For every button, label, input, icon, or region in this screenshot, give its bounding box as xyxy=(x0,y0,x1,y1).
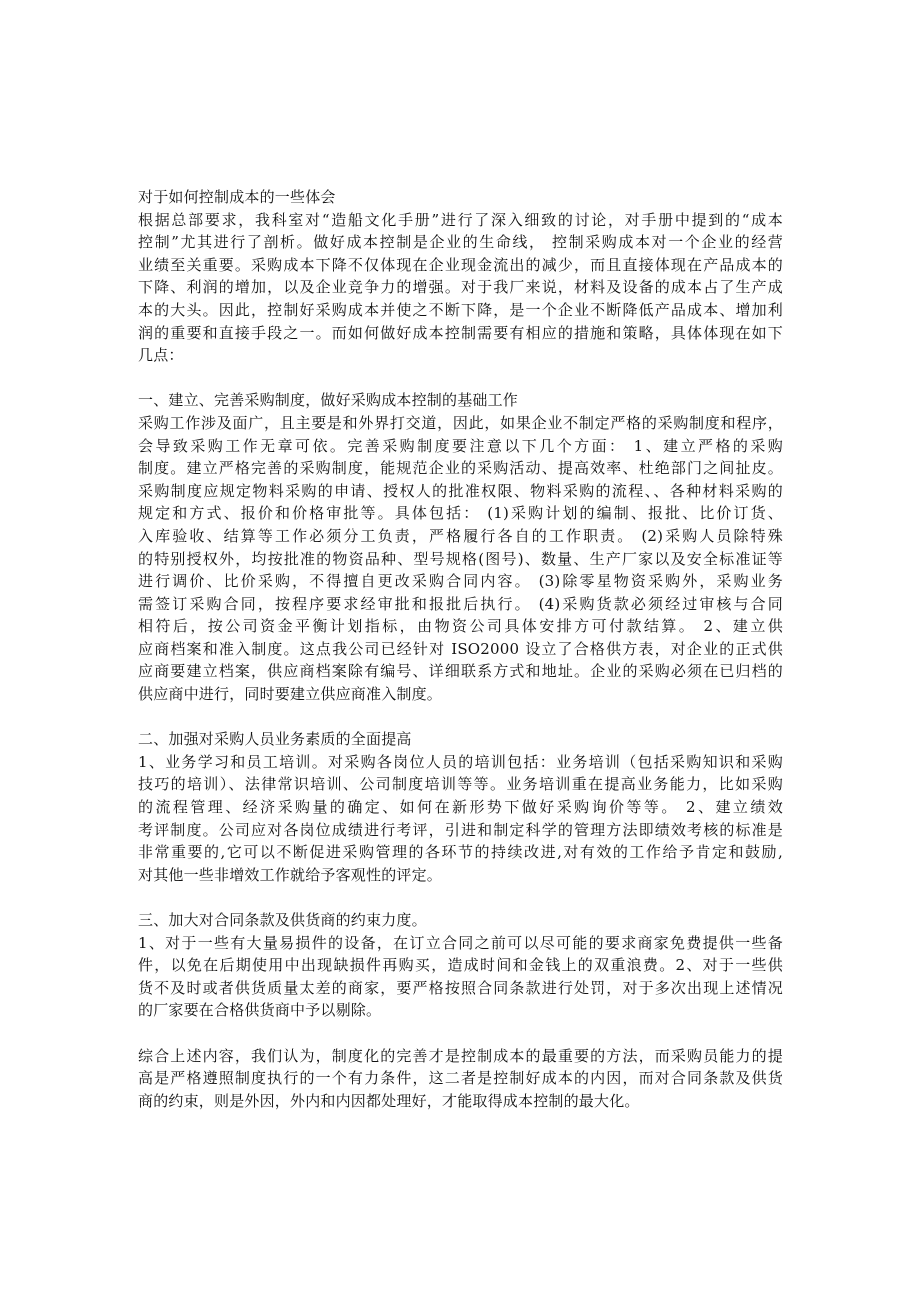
text-line: 的特别授权外，均按批准的物资品种、型号规格(图号)、数量、生产厂家以及安全标准证等 xyxy=(138,549,783,568)
section-heading: 二、加强对采购人员业务素质的全面提高 xyxy=(138,730,412,749)
text-line: 1、对于一些有大量易损件的设备，在订立合同之前可以尽可能的要求商家免费提供一些备 xyxy=(138,933,783,952)
section-heading: 一、建立、完善采购制度，做好采购成本控制的基础工作 xyxy=(138,391,519,410)
text-line: 商的约束，则是外因，外内和内因都处理好，才能取得成本控制的最大化。 xyxy=(138,1091,640,1110)
paragraph-gap xyxy=(138,367,783,390)
text-line: 进行调价、比价采购，不得擅自更改采购合同内容。 (3)除零星物资采购外，采购业务 xyxy=(138,572,783,591)
document-body xyxy=(138,186,783,1112)
text-line: 综合上述内容，我们认为，制度化的完善才是控制成本的最重要的方法，而采购员能力的提 xyxy=(138,1046,783,1065)
section-1 xyxy=(138,389,783,705)
section-3 xyxy=(138,909,783,1022)
text-line: 1、业务学习和员工培训。对采购各岗位人员的培训包括：业务培训（包括采购知识和采购 xyxy=(138,752,783,771)
text-line: 下降、利润的增加，以及企业竞争力的增强。对于我厂来说，材料及设备的成本占了生产成 xyxy=(138,278,783,297)
text-line: 应商档案和准入制度。这点我公司已经针对 ISO2000 设立了合格供方表，对企业的正式供 xyxy=(138,639,783,658)
text-line: 件，以免在后期使用中出现缺损件再购买，造成时间和金钱上的双重浪费。2、对于一些供 xyxy=(138,956,783,975)
text-line: 本的大头。因此，控制好采购成本并使之不断下降，是一个企业不断降低产品成本、增加利 xyxy=(138,300,783,319)
text-line: 润的重要和直接手段之一。而如何做好成本控制需要有相应的措施和策略，具体体现在如下 xyxy=(138,323,783,342)
intro-paragraph xyxy=(138,209,783,367)
text-line: 技巧的培训）、法律常识培训、公司制度培训等等。业务培训重在提高业务能力，比如采购 xyxy=(138,775,783,794)
text-line: 对其他一些非增效工作就给予客观性的评定。 xyxy=(138,865,443,884)
text-line: 制度。建立严格完善的采购制度，能规范企业的采购活动、提高效率、杜绝部门之间扯皮。 xyxy=(138,459,783,478)
text-line: 入库验收、结算等工作必须分工负责，严格履行各自的工作职责。 (2)采购人员除特殊 xyxy=(138,526,783,545)
paragraph-gap xyxy=(138,706,783,729)
paragraph-gap xyxy=(138,1022,783,1045)
text-line: 货不及时或者供货质量太差的商家，要严格按照合同条款进行处罚，对于多次出现上述情况 xyxy=(138,978,783,997)
text-line: 非常重要的,它可以不断促进采购管理的各环节的持续改进,对有效的工作给予肯定和鼓励, xyxy=(138,843,783,862)
section-heading: 三、加大对合同条款及供货商的约束力度。 xyxy=(138,911,427,929)
text-line: 应商要建立档案，供应商档案除有编号、详细联系方式和地址。企业的采购必须在已归档的 xyxy=(138,662,783,681)
text-line: 需签订采购合同，按程序要求经审批和报批后执行。 (4)采购货款必须经过审核与合同 xyxy=(138,594,783,613)
text-line: 采购工作涉及面广，且主要是和外界打交道，因此，如果企业不制定严格的采购制度和程序， xyxy=(138,413,783,432)
document-title: 对于如何控制成本的一些体会 xyxy=(138,188,336,206)
text-line: 会导致采购工作无章可依。完善采购制度要注意以下几个方面： 1、建立严格的采购 xyxy=(138,436,783,455)
text-line: 业绩至关重要。采购成本下降不仅体现在企业现金流出的减少，而且直接体现在产品成本的 xyxy=(138,255,783,274)
text-line: 的流程管理、经济采购量的确定、如何在新形势下做好采购询价等等。 2、建立绩效 xyxy=(138,798,783,817)
text-line: 的厂家要在合格供货商中予以剔除。 xyxy=(138,1001,382,1020)
text-line: 采购制度应规定物料采购的申请、授权人的批准权限、物料采购的流程、、各种材料采购的 xyxy=(138,481,783,500)
text-line: 控制”尤其进行了剖析。做好成本控制是企业的生命线， 控制采购成本对一个企业的经营 xyxy=(138,233,783,252)
text-line: 几点： xyxy=(138,346,184,365)
paragraph-gap xyxy=(138,886,783,909)
text-line: 高是严格遵照制度执行的一个有力条件，这二者是控制好成本的内因，而对合同条款及供货 xyxy=(138,1069,783,1088)
text-line: 根据总部要求，我科室对“造船文化手册”进行了深入细致的讨论，对手册中提到的“成本 xyxy=(138,210,783,229)
section-2 xyxy=(138,728,783,886)
text-line: 相符后，按公司资金平衡计划指标，由物资公司具体安排方可付款结算。 2、建立供 xyxy=(138,617,783,636)
text-line: 规定和方式、报价和价格审批等。具体包括： (1)采购计划的编制、报批、比价订货、 xyxy=(138,504,783,523)
conclusion-paragraph xyxy=(138,1045,783,1113)
text-line: 考评制度。公司应对各岗位成绩进行考评，引进和制定科学的管理方法即绩效考核的标准是 xyxy=(138,820,783,839)
text-line: 供应商中进行，同时要建立供应商准入制度。 xyxy=(138,685,443,704)
